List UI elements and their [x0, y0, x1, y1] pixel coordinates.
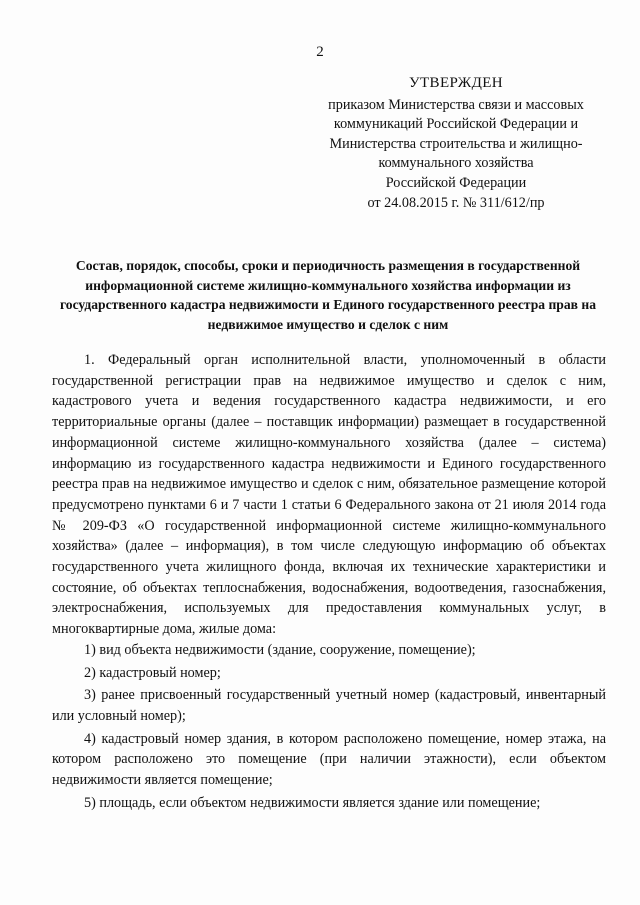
list-item-5: 5) площадь, если объектом недвижимости является здание или помещение;: [84, 794, 541, 811]
list-item-1: 1) вид объекта недвижимости (здание, сооружение, помещение);: [84, 641, 476, 658]
approval-line: Российской Федерации: [385, 174, 527, 191]
approval-line: коммунального хозяйства: [378, 155, 534, 172]
page-number: 2: [316, 44, 324, 60]
list-item-4: 4) кадастровый номер здания, в котором расположено помещение, номер этажа, на котором расположено это помещение (при наличии этажности), если объектом недвижимости является помещение;: [52, 730, 606, 789]
approval-date-line: от 24.08.2015 г. № 311/612/пр: [367, 194, 545, 211]
list-item-2: 2) кадастровый номер;: [84, 664, 221, 681]
approval-line: коммуникаций Российской Федерации и: [333, 116, 579, 133]
approval-line: приказом Министерства связи и массовых: [328, 96, 584, 113]
paragraph-1: 1. Федеральный орган исполнительной власти, уполномоченный в области государственной регистрации прав на недвижимое имущество и сделок с ним, кадастрового учета и ведения государственного кадастра недвижимости, и его территориальные органы (далее – поставщик информации) размещает в государственной информационной системе жилищно-коммунального хозяйства (далее – система) информацию из государственного кадастра недвижимости и Единого государственного реестра прав на недвижимое имущество и сделок с ним, обязательное размещение которой предусмотрено пунктами 6 и 7 части 1 статьи 6 Федерального закона от 21 июля 2014 года № 209-ФЗ «О государственной информационной системе жилищно-коммунального хозяйства» (далее – информация), в том числе следующую информацию об объектах государственного учета жилищного фонда, включая их технические характеристики и состояние, об объектах теплоснабжения, водоснабжения, водоотведения, газоснабжения, электроснабжения, используемых для предоставления коммунальных услуг, в многоквартирные дома, жилые дома:: [52, 352, 606, 638]
list-item-3: 3) ранее присвоенный государственный учетный номер (кадастровый, инвентарный или условный номер);: [52, 687, 606, 724]
document-title: Состав, порядок, способы, сроки и периодичность размещения в государственной информационной системе жилищно-коммунального хозяйства информации из государственного кадастра недвижимости и Единого государственного реестра прав на недвижимое имущество и сделок с ним: [59, 258, 597, 332]
approval-title: УТВЕРЖДЕН: [408, 75, 504, 91]
approval-stamp: [306, 74, 606, 213]
document-body: [52, 350, 606, 813]
approval-line: Министерства строительства и жилищно-: [329, 135, 583, 152]
